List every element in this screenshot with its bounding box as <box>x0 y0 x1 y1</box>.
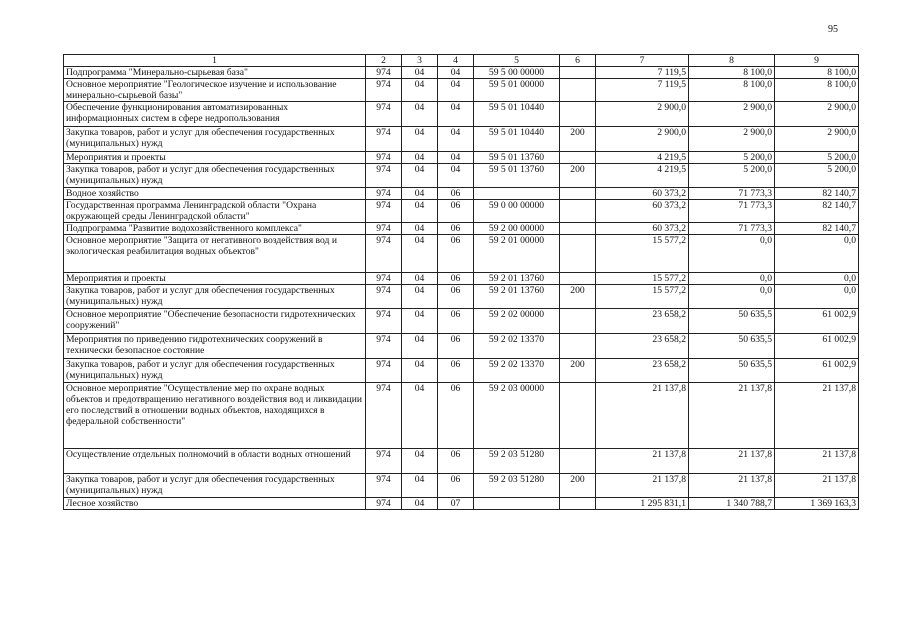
expense-type-code <box>560 102 596 127</box>
amount-col8: 8 100,0 <box>689 79 775 102</box>
row-name: Закупка товаров, работ и услуг для обеспечения государственных (муниципальных) нужд <box>64 359 366 383</box>
target-article-code: 59 5 01 10440 <box>474 127 560 152</box>
row-name: Закупка товаров, работ и услуг для обеспечения государственных (муниципальных) нужд <box>64 474 366 498</box>
section-code: 04 <box>402 383 438 449</box>
amount-col8: 0,0 <box>689 285 775 309</box>
subsection-code: 06 <box>438 383 474 449</box>
column-header: 5 <box>474 55 560 67</box>
amount-col7: 15 577,2 <box>596 285 689 309</box>
table-row <box>64 273 859 285</box>
row-name: Закупка товаров, работ и услуг для обеспечения государственных (муниципальных) нужд <box>64 164 366 188</box>
target-article-code <box>474 498 560 510</box>
header-row <box>64 55 859 67</box>
subsection-code: 06 <box>438 223 474 235</box>
amount-col7: 23 658,2 <box>596 359 689 383</box>
row-name: Мероприятия и проекты <box>64 273 366 285</box>
section-code: 04 <box>402 67 438 79</box>
amount-col9: 0,0 <box>775 285 859 309</box>
section-code: 04 <box>402 164 438 188</box>
amount-col7: 15 577,2 <box>596 235 689 273</box>
subsection-code: 06 <box>438 235 474 273</box>
row-name: Основное мероприятие "Защита от негативного воздействия вод и экологическая реабилитация водных объектов" <box>64 235 366 273</box>
ministry-code: 974 <box>366 383 402 449</box>
target-article-code: 59 5 01 13760 <box>474 152 560 164</box>
amount-col8: 50 635,5 <box>689 359 775 383</box>
row-name: Мероприятия по приведению гидротехнических сооружений в технически безопасное состояние <box>64 334 366 359</box>
amount-col7: 21 137,8 <box>596 383 689 449</box>
section-code: 04 <box>402 474 438 498</box>
row-name: Водное хозяйство <box>64 188 366 200</box>
ministry-code: 974 <box>366 273 402 285</box>
ministry-code: 974 <box>366 164 402 188</box>
target-article-code: 59 5 00 00000 <box>474 67 560 79</box>
expense-type-code: 200 <box>560 285 596 309</box>
amount-col9: 21 137,8 <box>775 383 859 449</box>
table-row <box>64 285 859 309</box>
section-code: 04 <box>402 102 438 127</box>
target-article-code: 59 2 00 00000 <box>474 223 560 235</box>
target-article-code: 59 5 01 13760 <box>474 164 560 188</box>
section-code: 04 <box>402 273 438 285</box>
section-code: 04 <box>402 79 438 102</box>
section-code: 04 <box>402 200 438 223</box>
target-article-code: 59 0 00 00000 <box>474 200 560 223</box>
section-code: 04 <box>402 285 438 309</box>
subsection-code: 04 <box>438 152 474 164</box>
row-name: Закупка товаров, работ и услуг для обеспечения государственных (муниципальных) нужд <box>64 285 366 309</box>
expense-type-code <box>560 152 596 164</box>
column-header: 4 <box>438 55 474 67</box>
amount-col8: 50 635,5 <box>689 334 775 359</box>
amount-col9: 5 200,0 <box>775 152 859 164</box>
target-article-code: 59 2 02 13370 <box>474 334 560 359</box>
row-name: Основное мероприятие "Осуществление мер по охране водных объектов и предотвращению негативного воздействия вод и ликвидации его последствий в отношении водных объектов, находящихся в федеральной собственности" <box>64 383 366 449</box>
amount-col9: 21 137,8 <box>775 474 859 498</box>
expense-type-code: 200 <box>560 164 596 188</box>
ministry-code: 974 <box>366 102 402 127</box>
amount-col9: 61 002,9 <box>775 334 859 359</box>
ministry-code: 974 <box>366 127 402 152</box>
expense-type-code: 200 <box>560 359 596 383</box>
ministry-code: 974 <box>366 223 402 235</box>
expense-type-code: 200 <box>560 127 596 152</box>
amount-col7: 60 373,2 <box>596 188 689 200</box>
table-row <box>64 67 859 79</box>
expense-type-code <box>560 383 596 449</box>
row-name: Лесное хозяйство <box>64 498 366 510</box>
table-row <box>64 235 859 273</box>
expense-type-code: 200 <box>560 474 596 498</box>
amount-col7: 23 658,2 <box>596 309 689 334</box>
section-code: 04 <box>402 498 438 510</box>
ministry-code: 974 <box>366 188 402 200</box>
ministry-code: 974 <box>366 235 402 273</box>
table-row <box>64 223 859 235</box>
amount-col9: 0,0 <box>775 235 859 273</box>
row-name: Подпрограмма "Развитие водохозяйственного комплекса" <box>64 223 366 235</box>
section-code: 04 <box>402 152 438 164</box>
amount-col8: 71 773,3 <box>689 223 775 235</box>
table-row <box>64 127 859 152</box>
section-code: 04 <box>402 309 438 334</box>
section-code: 04 <box>402 334 438 359</box>
ministry-code: 974 <box>366 309 402 334</box>
amount-col9: 0,0 <box>775 273 859 285</box>
amount-col9: 8 100,0 <box>775 79 859 102</box>
target-article-code: 59 5 01 00000 <box>474 79 560 102</box>
amount-col7: 1 295 831,1 <box>596 498 689 510</box>
amount-col8: 2 900,0 <box>689 127 775 152</box>
section-code: 04 <box>402 235 438 273</box>
subsection-code: 06 <box>438 188 474 200</box>
table-row <box>64 188 859 200</box>
expense-type-code <box>560 449 596 474</box>
section-code: 04 <box>402 359 438 383</box>
column-header: 1 <box>64 55 366 67</box>
row-name: Государственная программа Ленинградской области "Охрана окружающей среды Ленинградской области" <box>64 200 366 223</box>
amount-col8: 71 773,3 <box>689 200 775 223</box>
amount-col7: 4 219,5 <box>596 152 689 164</box>
subsection-code: 06 <box>438 474 474 498</box>
ministry-code: 974 <box>366 334 402 359</box>
column-header: 6 <box>560 55 596 67</box>
amount-col7: 2 900,0 <box>596 102 689 127</box>
subsection-code: 06 <box>438 309 474 334</box>
amount-col7: 60 373,2 <box>596 223 689 235</box>
table-row <box>64 474 859 498</box>
row-name: Обеспечение функционирования автоматизированных информационных систем в сфере недропользования <box>64 102 366 127</box>
table-body <box>64 67 859 510</box>
row-name: Подпрограмма "Минерально-сырьевая база" <box>64 67 366 79</box>
expense-type-code <box>560 200 596 223</box>
subsection-code: 06 <box>438 273 474 285</box>
amount-col9: 82 140,7 <box>775 188 859 200</box>
table-row <box>64 498 859 510</box>
column-header: 7 <box>596 55 689 67</box>
target-article-code <box>474 188 560 200</box>
section-code: 04 <box>402 188 438 200</box>
amount-col8: 5 200,0 <box>689 152 775 164</box>
amount-col9: 5 200,0 <box>775 164 859 188</box>
amount-col9: 82 140,7 <box>775 223 859 235</box>
ministry-code: 974 <box>366 498 402 510</box>
amount-col9: 2 900,0 <box>775 127 859 152</box>
amount-col7: 21 137,8 <box>596 474 689 498</box>
amount-col9: 8 100,0 <box>775 67 859 79</box>
table-row <box>64 334 859 359</box>
subsection-code: 06 <box>438 200 474 223</box>
budget-table <box>63 54 859 510</box>
section-code: 04 <box>402 449 438 474</box>
target-article-code: 59 5 01 10440 <box>474 102 560 127</box>
table-row <box>64 102 859 127</box>
row-name: Основное мероприятие "Геологическое изучение и использование минерально-сырьевой базы" <box>64 79 366 102</box>
subsection-code: 06 <box>438 449 474 474</box>
amount-col8: 2 900,0 <box>689 102 775 127</box>
amount-col8: 1 340 788,7 <box>689 498 775 510</box>
target-article-code: 59 2 02 13370 <box>474 359 560 383</box>
table-row <box>64 152 859 164</box>
expense-type-code <box>560 67 596 79</box>
amount-col7: 15 577,2 <box>596 273 689 285</box>
table-row <box>64 79 859 102</box>
subsection-code: 04 <box>438 102 474 127</box>
ministry-code: 974 <box>366 474 402 498</box>
expense-type-code <box>560 235 596 273</box>
amount-col8: 21 137,8 <box>689 383 775 449</box>
subsection-code: 04 <box>438 79 474 102</box>
expense-type-code <box>560 223 596 235</box>
amount-col7: 2 900,0 <box>596 127 689 152</box>
amount-col8: 8 100,0 <box>689 67 775 79</box>
target-article-code: 59 2 03 00000 <box>474 383 560 449</box>
amount-col7: 4 219,5 <box>596 164 689 188</box>
amount-col7: 7 119,5 <box>596 79 689 102</box>
amount-col9: 2 900,0 <box>775 102 859 127</box>
expense-type-code <box>560 309 596 334</box>
column-header: 8 <box>689 55 775 67</box>
ministry-code: 974 <box>366 200 402 223</box>
amount-col8: 5 200,0 <box>689 164 775 188</box>
ministry-code: 974 <box>366 152 402 164</box>
amount-col7: 60 373,2 <box>596 200 689 223</box>
amount-col9: 82 140,7 <box>775 200 859 223</box>
column-header: 2 <box>366 55 402 67</box>
row-name: Закупка товаров, работ и услуг для обеспечения государственных (муниципальных) нужд <box>64 127 366 152</box>
ministry-code: 974 <box>366 79 402 102</box>
amount-col7: 23 658,2 <box>596 334 689 359</box>
subsection-code: 04 <box>438 164 474 188</box>
row-name: Мероприятия и проекты <box>64 152 366 164</box>
target-article-code: 59 2 03 51280 <box>474 474 560 498</box>
ministry-code: 974 <box>366 67 402 79</box>
subsection-code: 07 <box>438 498 474 510</box>
amount-col9: 61 002,9 <box>775 309 859 334</box>
target-article-code: 59 2 03 51280 <box>474 449 560 474</box>
table-row <box>64 200 859 223</box>
section-code: 04 <box>402 223 438 235</box>
table-row <box>64 309 859 334</box>
amount-col8: 21 137,8 <box>689 474 775 498</box>
column-header: 9 <box>775 55 859 67</box>
expense-type-code <box>560 498 596 510</box>
row-name: Основное мероприятие "Обеспечение безопасности гидротехнических сооружений" <box>64 309 366 334</box>
amount-col8: 0,0 <box>689 273 775 285</box>
target-article-code: 59 2 01 13760 <box>474 285 560 309</box>
amount-col8: 21 137,8 <box>689 449 775 474</box>
expense-type-code <box>560 79 596 102</box>
target-article-code: 59 2 01 13760 <box>474 273 560 285</box>
table-row <box>64 359 859 383</box>
subsection-code: 04 <box>438 127 474 152</box>
target-article-code: 59 2 01 00000 <box>474 235 560 273</box>
table-row <box>64 449 859 474</box>
amount-col9: 1 369 163,3 <box>775 498 859 510</box>
ministry-code: 974 <box>366 449 402 474</box>
expense-type-code <box>560 188 596 200</box>
expense-type-code <box>560 334 596 359</box>
amount-col7: 7 119,5 <box>596 67 689 79</box>
column-header: 3 <box>402 55 438 67</box>
subsection-code: 06 <box>438 285 474 309</box>
page-number: 95 <box>828 24 838 35</box>
amount-col7: 21 137,8 <box>596 449 689 474</box>
amount-col9: 61 002,9 <box>775 359 859 383</box>
amount-col8: 71 773,3 <box>689 188 775 200</box>
amount-col8: 50 635,5 <box>689 309 775 334</box>
ministry-code: 974 <box>366 285 402 309</box>
expense-type-code <box>560 273 596 285</box>
table-row <box>64 164 859 188</box>
section-code: 04 <box>402 127 438 152</box>
target-article-code: 59 2 02 00000 <box>474 309 560 334</box>
subsection-code: 06 <box>438 359 474 383</box>
ministry-code: 974 <box>366 359 402 383</box>
row-name: Осуществление отдельных полномочий в области водных отношений <box>64 449 366 474</box>
subsection-code: 04 <box>438 67 474 79</box>
subsection-code: 06 <box>438 334 474 359</box>
amount-col9: 21 137,8 <box>775 449 859 474</box>
amount-col8: 0,0 <box>689 235 775 273</box>
table-row <box>64 383 859 449</box>
